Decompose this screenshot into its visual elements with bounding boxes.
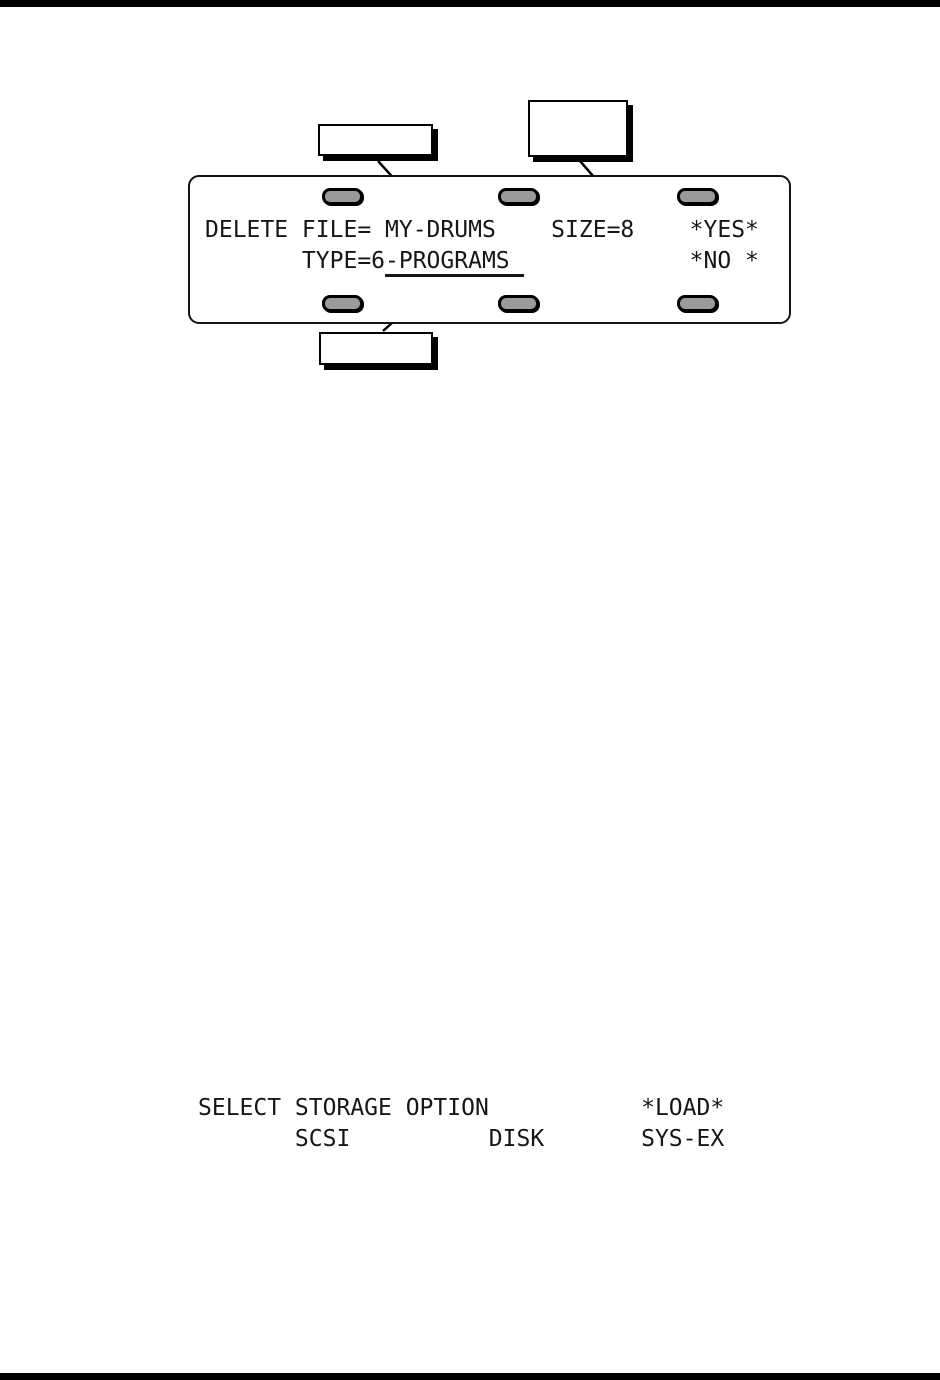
lcd-line-2 [205,246,759,277]
lcd-display-panel [188,175,791,324]
soft-button-bottom-1 [322,295,363,312]
lcd-line-2-suffix: *NO * [523,248,759,274]
soft-button-top-2 [498,188,539,205]
page-top-rule [0,0,940,7]
storage-line-2: SCSI DISK SYS-EX [198,1126,725,1152]
callout-box-file-name [318,124,433,156]
page-bottom-rule [0,1373,940,1380]
soft-button-bottom-3 [677,295,718,312]
callout-box-type [319,332,433,365]
soft-button-bottom-2 [498,295,539,312]
soft-button-top-1 [322,188,363,205]
lcd-text [205,215,759,277]
callout-box-size [528,100,628,157]
lcd-line-1: DELETE FILE= MY-DRUMS SIZE=8 *YES* [205,217,759,243]
underlined-type-value: -PROGRAMS [385,248,523,277]
storage-option-text [198,1093,724,1155]
storage-line-1: SELECT STORAGE OPTION *LOAD* [198,1095,725,1121]
lcd-line-2-prefix: TYPE=6 [205,248,386,274]
soft-button-top-3 [677,188,718,205]
